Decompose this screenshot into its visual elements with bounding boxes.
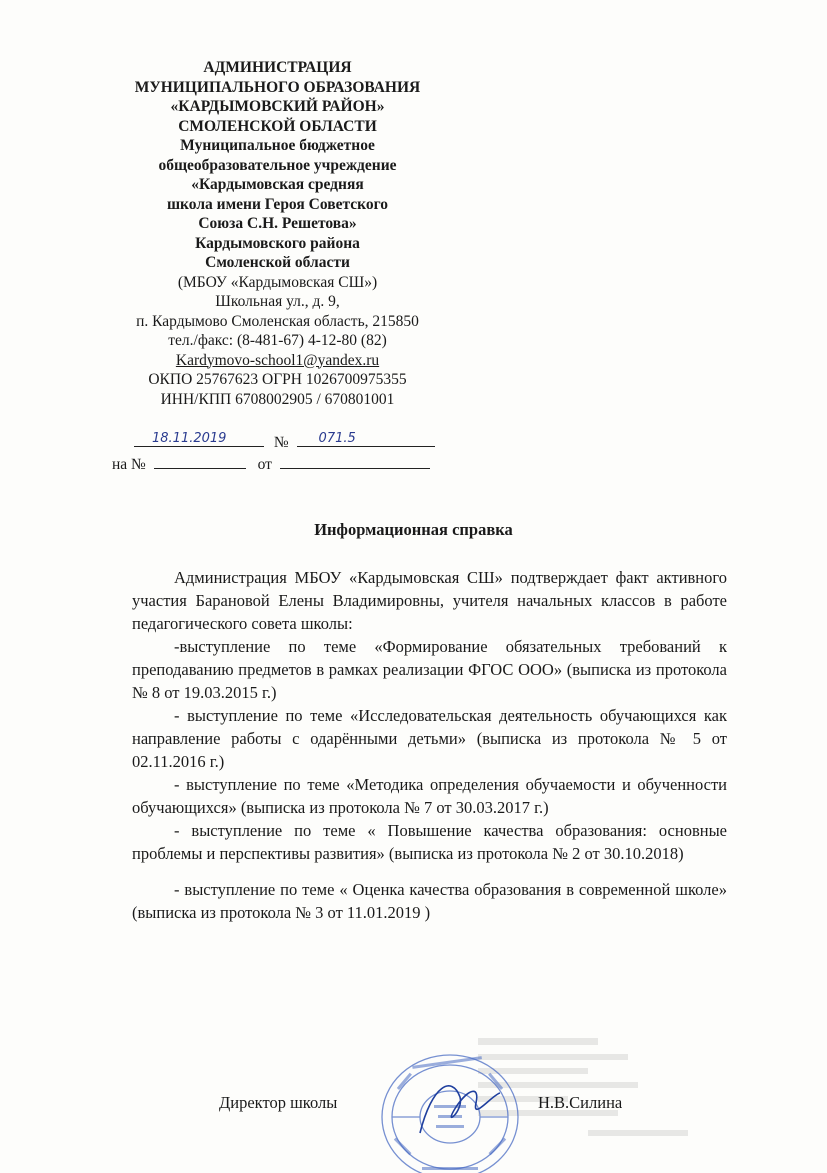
document-body [132,566,727,924]
letterhead-line: Школьная ул., д. 9, [215,293,340,310]
paragraph: -выступление по теме «Формирование обязательных требований к преподаванию предметов в рамках реализации ФГОС ООО» (выписка из протокола № 8 от 19.03.2015 г.) [132,637,727,702]
number-field [297,432,435,447]
letterhead-line: тел./факс: (8-481-67) 4-12-80 (82) [168,332,387,349]
incoming-reference [112,454,430,474]
director-name: Н.В.Силина [538,1093,623,1112]
letterhead-line: ИНН/КПП 6708002905 / 670801001 [160,390,395,408]
letterhead-line: школа имени Героя Советского [166,195,389,213]
date-field [134,432,264,447]
paragraph: - выступление по теме «Методика определения обучаемости и обученности обучающихся» (выписка из протокола № 7 от 30.03.2017 г.) [132,775,727,817]
letterhead-line: «Кардымовская средняя [191,176,364,193]
letterhead-line: Кардымовского района [195,234,360,252]
letterhead-line: АДМИНИСТРАЦИЯ [203,59,352,76]
ref-label: на № [112,456,146,473]
paragraph: Администрация МБОУ «Кардымовская СШ» подтверждает факт активного участия Барановой Елены Владимировны, учителя начальных классов в работе педагогического совета школы: [132,568,727,633]
paragraph: - выступление по теме «Исследовательская деятельность обучающихся как направление работы с одарёнными детьми» (выписка из протокола № 5 от 02.11.2016 г.) [132,706,727,771]
signature-position: Директор школы [219,1093,338,1112]
letterhead-line: МУНИЦИПАЛЬНОГО ОБРАЗОВАНИЯ [134,78,421,96]
handwritten-number: 071.5 [318,431,356,446]
outgoing-registration [134,432,435,452]
letterhead-line: п. Кардымово Смоленская область, 215850 [136,312,419,330]
number-sign: № [273,434,289,451]
handwritten-date: 18.11.2019 [152,431,227,446]
document-title: Информационная справка [314,520,513,539]
letterhead [90,58,465,409]
letterhead-line: Муниципальное бюджетное [180,137,375,154]
letterhead-line: Смоленской области [205,254,350,271]
letterhead-line: ОКПО 25767623 ОГРН 1026700975355 [148,371,407,388]
ref-number-field [154,454,246,469]
letterhead-line: общеобразовательное учреждение [158,156,397,174]
paragraph: - выступление по теме « Повышение качества образования: основные проблемы и перспективы развития» (выписка из протокола № 2 от 30.10.2018) [132,821,727,863]
from-label: от [257,456,272,473]
letterhead-line: СМОЛЕНСКОЙ ОБЛАСТИ [178,117,377,135]
letterhead-line: (МБОУ «Кардымовская СШ») [177,273,378,291]
letterhead-line: Союза С.Н. Решетова» [198,215,357,232]
letterhead-line: «КАРДЫМОВСКИЙ РАЙОН» [170,98,385,115]
email-link[interactable]: Kardymovo-school1@yandex.ru [175,351,380,369]
paragraph: - выступление по теме « Оценка качества образования в современной школе» (выписка из протокола № 3 от 11.01.2019 ) [132,880,727,922]
official-seal [372,1045,522,1173]
ref-date-field [280,454,430,469]
